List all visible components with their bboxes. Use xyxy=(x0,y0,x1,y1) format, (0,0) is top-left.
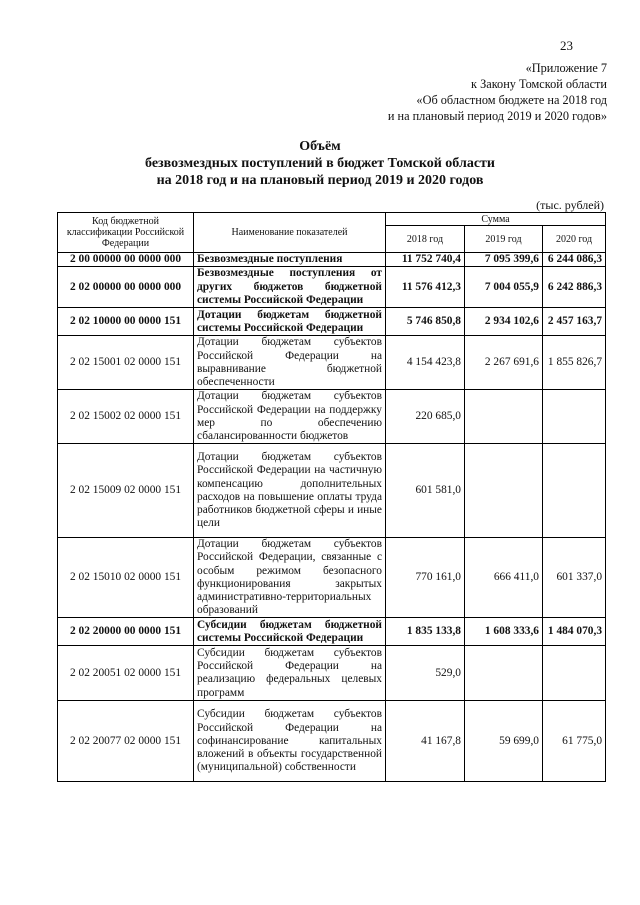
table-row xyxy=(58,336,606,390)
cell-name: Субсидии бюджетам субъектов Российской Федерации на софинансирование капитальных вложений в объекты государственной (муниципальной) собственности xyxy=(194,701,386,782)
cell-2020: 1 484 070,3 xyxy=(543,618,606,646)
title-line: безвозмездных поступлений в бюджет Томской области xyxy=(145,156,495,171)
header-code: Код бюджетной классификации Российской Федерации xyxy=(58,213,194,253)
cell-2018: 1 835 133,8 xyxy=(386,618,465,646)
appendix-line: и на плановый период 2019 и 2020 годов» xyxy=(387,109,607,123)
cell-2018: 41 167,8 xyxy=(386,701,465,782)
table-row xyxy=(58,253,606,267)
header-name: Наименование показателей xyxy=(194,213,386,253)
cell-2018: 220 685,0 xyxy=(386,390,465,444)
header-year-2020: 2020 год xyxy=(543,226,606,253)
cell-2018: 601 581,0 xyxy=(386,444,465,538)
cell-2020 xyxy=(543,646,606,701)
cell-name: Дотации бюджетам субъектов Российской Федерации на частичную компенсацию дополнительных расходов на повышение оплаты труда работников бюджетной сферы и иные цели xyxy=(194,444,386,538)
table-row xyxy=(58,308,606,336)
table-row xyxy=(58,701,606,782)
cell-code: 2 02 20077 02 0000 151 xyxy=(58,701,194,782)
cell-2020 xyxy=(543,390,606,444)
cell-code: 2 02 15002 02 0000 151 xyxy=(58,390,194,444)
cell-code: 2 02 15010 02 0000 151 xyxy=(58,538,194,618)
document-title xyxy=(0,138,640,189)
appendix-line: к Закону Томской области xyxy=(471,77,607,91)
cell-code: 2 02 20000 00 0000 151 xyxy=(58,618,194,646)
table-row xyxy=(58,390,606,444)
cell-2019: 2 267 691,6 xyxy=(465,336,543,390)
cell-2020: 6 242 886,3 xyxy=(543,267,606,308)
cell-2020 xyxy=(543,444,606,538)
cell-2018: 529,0 xyxy=(386,646,465,701)
cell-name: Безвозмездные поступления от других бюджетов бюджетной системы Российской Федерации xyxy=(194,267,386,308)
cell-2020: 601 337,0 xyxy=(543,538,606,618)
cell-code: 2 02 15009 02 0000 151 xyxy=(58,444,194,538)
header-year-2019: 2019 год xyxy=(465,226,543,253)
table-row xyxy=(58,267,606,308)
cell-2019 xyxy=(465,444,543,538)
cell-2019: 666 411,0 xyxy=(465,538,543,618)
cell-code: 2 00 00000 00 0000 000 xyxy=(58,253,194,267)
cell-code: 2 02 10000 00 0000 151 xyxy=(58,308,194,336)
cell-2019: 1 608 333,6 xyxy=(465,618,543,646)
cell-2018: 11 752 740,4 xyxy=(386,253,465,267)
title-line: Объём xyxy=(299,139,341,154)
table-row xyxy=(58,646,606,701)
header-sum: Сумма xyxy=(386,213,606,226)
cell-2020: 2 457 163,7 xyxy=(543,308,606,336)
cell-2018: 5 746 850,8 xyxy=(386,308,465,336)
table-row xyxy=(58,538,606,618)
page-number: 23 xyxy=(560,38,573,53)
cell-name: Дотации бюджетам бюджетной системы Российской Федерации xyxy=(194,308,386,336)
cell-2020: 61 775,0 xyxy=(543,701,606,782)
title-line: на 2018 год и на плановый период 2019 и 2020 годов xyxy=(156,173,484,188)
table-row xyxy=(58,444,606,538)
cell-2019: 59 699,0 xyxy=(465,701,543,782)
cell-name: Субсидии бюджетам субъектов Российской Федерации на реализацию федеральных целевых программ xyxy=(194,646,386,701)
cell-2020: 1 855 826,7 xyxy=(543,336,606,390)
cell-name: Безвозмездные поступления xyxy=(194,253,386,267)
appendix-note xyxy=(388,60,607,124)
cell-code: 2 02 15001 02 0000 151 xyxy=(58,336,194,390)
revenue-table xyxy=(57,212,606,782)
cell-code: 2 02 00000 00 0000 000 xyxy=(58,267,194,308)
cell-2019 xyxy=(465,390,543,444)
cell-2018: 770 161,0 xyxy=(386,538,465,618)
appendix-line: «Об областном бюджете на 2018 год xyxy=(416,93,607,107)
cell-2019: 2 934 102,6 xyxy=(465,308,543,336)
appendix-line: «Приложение 7 xyxy=(525,61,607,75)
table-row xyxy=(58,618,606,646)
cell-2019 xyxy=(465,646,543,701)
cell-2019: 7 004 055,9 xyxy=(465,267,543,308)
cell-name: Дотации бюджетам субъектов Российской Федерации на поддержку мер по обеспечению сбалансированности бюджетов xyxy=(194,390,386,444)
cell-name: Дотации бюджетам субъектов Российской Федерации на выравнивание бюджетной обеспеченности xyxy=(194,336,386,390)
cell-2019: 7 095 399,6 xyxy=(465,253,543,267)
cell-2020: 6 244 086,3 xyxy=(543,253,606,267)
cell-2018: 11 576 412,3 xyxy=(386,267,465,308)
cell-name: Субсидии бюджетам бюджетной системы Российской Федерации xyxy=(194,618,386,646)
cell-2018: 4 154 423,8 xyxy=(386,336,465,390)
header-year-2018: 2018 год xyxy=(386,226,465,253)
cell-code: 2 02 20051 02 0000 151 xyxy=(58,646,194,701)
units-label: (тыс. рублей) xyxy=(536,198,604,212)
cell-name: Дотации бюджетам субъектов Российской Федерации, связанные с особым режимом безопасного функционирования закрытых административно-территориальных образований xyxy=(194,538,386,618)
